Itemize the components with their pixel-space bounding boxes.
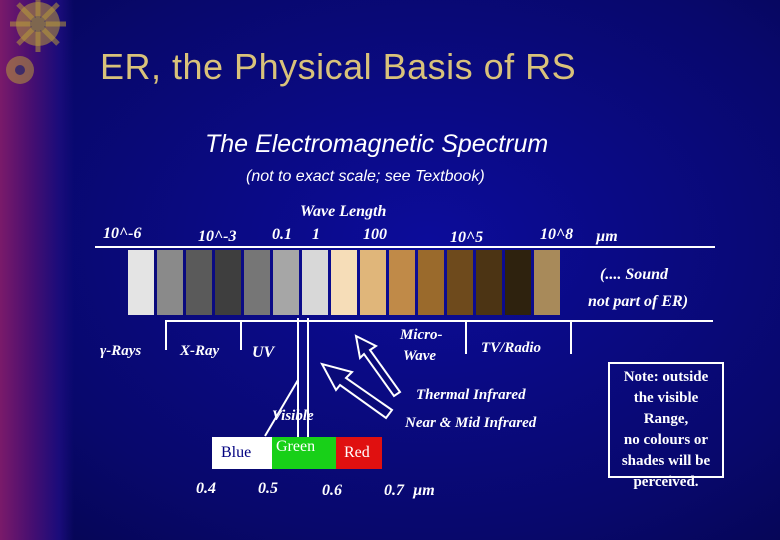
- visible-blue-box: [212, 437, 272, 469]
- tick-10e5: 10^5: [450, 229, 484, 246]
- region-near-mid-infrared: Near & Mid Infrared: [405, 415, 537, 431]
- slide-title: ER, the Physical Basis of RS: [100, 46, 577, 87]
- ir-arrow-2: [356, 336, 400, 396]
- region-microwave-1: Micro-: [400, 327, 443, 343]
- wave-length-label: Wave Length: [300, 203, 387, 220]
- blue-label: Blue: [212, 437, 272, 469]
- sound-note-line2: not part of ER): [588, 293, 689, 310]
- sound-note-line1: (.... Sound: [600, 266, 669, 283]
- wavelength-0-5: 0.5: [258, 480, 278, 497]
- note-line: the visible Range,: [633, 390, 699, 427]
- wavelength-unit: µm: [413, 482, 435, 499]
- tick-10e-6: 10^-6: [103, 225, 142, 242]
- wavelength-0-4: 0.4: [196, 480, 216, 497]
- note-line: perceived.: [633, 474, 699, 490]
- scale-unit: µm: [596, 228, 618, 245]
- tick-100: 100: [363, 226, 387, 243]
- tick-10e8: 10^8: [540, 226, 574, 243]
- region-gamma-rays: γ-Rays: [100, 343, 142, 359]
- tick-1: 1: [312, 226, 320, 243]
- region-x-ray: X-Ray: [180, 343, 220, 359]
- wavelength-0-6: 0.6: [322, 482, 342, 499]
- visible-green-box: [272, 437, 336, 469]
- tick-10e-3: 10^-3: [198, 228, 237, 245]
- region-tv-radio: TV/Radio: [481, 340, 542, 356]
- note-line: Note: outside: [623, 369, 709, 385]
- note-line: no colours or: [623, 432, 709, 448]
- visible-bracket-line: [265, 380, 298, 436]
- region-microwave-2: Wave: [403, 348, 437, 364]
- note-box: [608, 362, 724, 490]
- note-line: shades will be: [621, 453, 711, 469]
- spectrum-heading: The Electromagnetic Spectrum: [205, 130, 549, 158]
- tick-0-1: 0.1: [272, 226, 292, 243]
- region-visible: Visible: [272, 408, 314, 424]
- red-label: Red: [344, 444, 370, 461]
- wavelength-0-7: 0.7: [384, 482, 404, 499]
- green-label: Green: [276, 438, 316, 455]
- region-uv: UV: [252, 344, 275, 361]
- visible-red-box: [336, 437, 382, 469]
- scale-note: (not to exact scale; see Textbook): [246, 168, 485, 185]
- region-thermal-infrared: Thermal Infrared: [416, 387, 526, 403]
